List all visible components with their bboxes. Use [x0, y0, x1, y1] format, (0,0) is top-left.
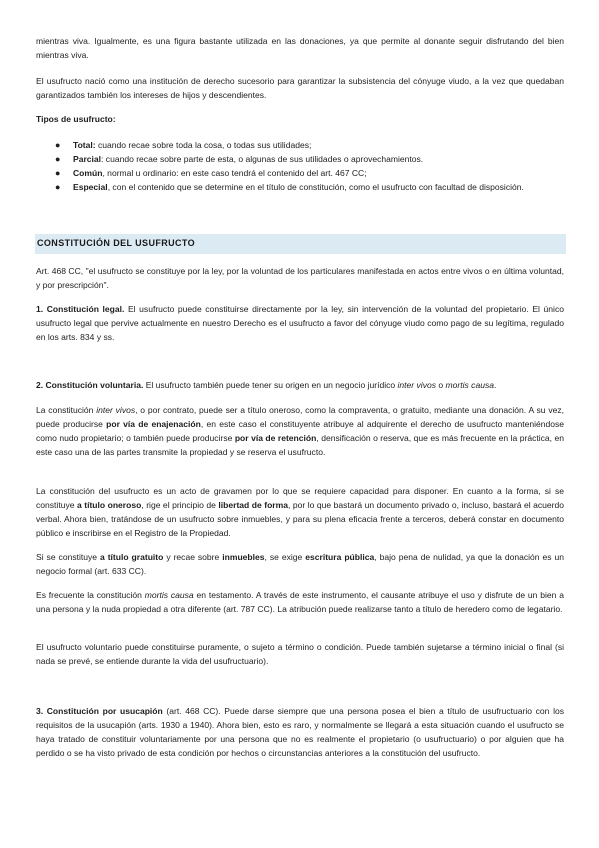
italic-run: mortis causa: [445, 380, 494, 390]
bold-run: a título oneroso: [76, 500, 142, 511]
bold-run: inmuebles: [222, 552, 265, 562]
bold-run: a título gratuito: [100, 552, 164, 562]
italic-run: mortis causa: [144, 590, 194, 600]
paragraph-text: mientras viva. Igualmente, es una figura bastante utilizada en las donaciones, ya que permite al donante seguir disfrutando del bien mientras viva.: [36, 36, 564, 61]
text-run: La constitución: [36, 405, 97, 415]
list-text: , con el contenido que se determine en el título de constitución, como el usufructo con facultad de disposición.: [107, 182, 524, 193]
gravamen-paragraph: [36, 484, 564, 540]
gratuito-paragraph: [36, 550, 564, 578]
text-run: , o por contrato, puede ser a título oneroso, como la compraventa, o gratuito, mediante una donación. A su vez, puede producirse: [36, 405, 564, 430]
section-title: CONSTITUCIÓN DEL USUFRUCTO: [37, 238, 196, 248]
paragraph-text: El usufructo nació como una institución de derecho sucesorio para garantizar la subsistencia del cónyuge viudo, a la vez que quedaban garantizados también los intereses de hijos y descendientes.: [36, 76, 564, 101]
bold-run: por vía de retención: [234, 433, 317, 444]
bullet-icon: ●: [55, 168, 61, 179]
text-run: en testamento. A través de este instrumento, el causante atribuye el uso y disfrute de un bien a una persona y la nuda propiedad a otra diferente (art. 787 CC). La atribución puede realizarse tanto a título de heredero como de legatario.: [36, 590, 564, 615]
text-run: , en este caso el constituyente atribuye al adquirente el derecho de usufructo manteniéndose como nudo propietario; o también puede producirse: [36, 419, 565, 444]
text-run: , densificación o reserva, que es más frecuente en la práctica, en este caso una de las partes transmite la propiedad y se reserva el usufructo.: [36, 433, 564, 458]
text-run: o: [436, 380, 446, 390]
bullet-icon: ●: [55, 182, 61, 193]
list-term: Especial: [73, 182, 108, 193]
tipos-list: [36, 138, 564, 194]
list-item: [36, 138, 564, 152]
text-run: y recae sobre: [163, 552, 223, 562]
list-text: : cuando recae sobre parte de esta, o algunas de sus utilidades o aprovechamientos.: [101, 154, 424, 165]
italic-run: inter vivos: [397, 380, 437, 390]
text-run: , por lo que bastará un documento privado o, incluso, bastará el acuerdo verbal. Ahora bien, tratándose de un usufructo sobre inmuebles, y para su plena eficacia frente a terceros, deberá constar en documento público e inscribirse en el Registro de la Propiedad.: [36, 500, 565, 539]
bold-run: libertad de forma: [218, 500, 288, 511]
text-run: , se exige: [264, 552, 306, 562]
italic-run: inter vivos: [96, 405, 136, 415]
mortis-causa-paragraph: [36, 588, 564, 616]
bold-run: por vía de enajenación: [106, 419, 201, 430]
list-term: Parcial: [73, 154, 102, 165]
text-run: Es frecuente la constitución: [36, 590, 145, 600]
text-run: El usufructo también puede tener su origen en un negocio jurídico: [143, 380, 398, 390]
subheading: Tipos de usufructo:: [36, 114, 116, 124]
text-run: Si se constituye: [36, 552, 100, 562]
list-term: Común: [73, 168, 103, 179]
usucapion-paragraph: [36, 704, 564, 760]
paragraph-label: 2. Constitución voluntaria.: [36, 380, 144, 390]
section-heading: [35, 234, 566, 254]
list-item: [36, 166, 564, 180]
text-run: La constitución del usufructo es un acto de gravamen por lo que se requiere capacidad para disponer. En cuanto a la forma, si se constituye: [36, 486, 564, 511]
bullet-icon: ●: [55, 154, 61, 165]
list-term: Total:: [73, 140, 96, 150]
condicion-paragraph: [36, 640, 564, 668]
paragraph-label: 3. Constitución por usucapión: [36, 706, 163, 716]
paragraph-text: Art. 468 CC, "el usufructo se constituye por la ley, por la voluntad de los particulares manifestada en actos entre vivos o en última voluntad, y por prescripción".: [36, 266, 564, 291]
list-item: [36, 152, 564, 166]
text-run: , rige el principio de: [141, 500, 219, 511]
text-run: , bajo pena de nulidad, ya que la donación es un negocio formal (art. 633 CC).: [36, 552, 565, 577]
intro-paragraph-1: [36, 34, 564, 62]
paragraph-label: 1. Constitución legal.: [36, 304, 125, 314]
bullet-icon: ●: [55, 140, 61, 150]
paragraph-text: (art. 468 CC). Puede darse siempre que una persona posea el bien a título de usufructuario con los requisitos de la usucapión (arts. 1930 a 1940). Ahora bien, esto es raro, y normalmente se llegará a esta situación cuando el usufructo se haya tratado de constituir voluntariamente por una persona que no es realmente el propietario (o usufructuario) o por alguien que ha perdido o se ha visto privado de esta condición por hechos o circunstancias anteriores a la constitución del usufructo.: [36, 706, 564, 759]
list-text: , normal u ordinario: en este caso tendrá el contenido del art. 467 CC;: [102, 168, 367, 179]
tipos-heading: [36, 112, 564, 126]
inter-vivos-paragraph: [36, 403, 564, 459]
legal-paragraph: [36, 302, 564, 344]
text-run: .: [493, 380, 497, 390]
list-item: [36, 180, 564, 194]
list-text: cuando recae sobre toda la cosa, o todas sus utilidades;: [95, 140, 312, 150]
intro-paragraph-2: [36, 74, 564, 102]
paragraph-text: El usufructo voluntario puede constituirse puramente, o sujeto a término o condición. Puede también sujetarse a término inicial o final (si nada se prevé, se entiende durante la vida del usufructuario).: [36, 642, 564, 667]
paragraph-text: El usufructo puede constituirse directamente por la ley, sin intervención de la voluntad del propietario. El único usufructo legal que pervive actualmente en nuestro Derecho es el usufructo a favor del cónyuge viudo como pago de su legítima, regulado en los arts. 834 y ss.: [36, 304, 564, 343]
bold-run: escritura pública: [305, 552, 375, 562]
art-468-paragraph: [36, 264, 564, 292]
voluntaria-paragraph: [36, 378, 564, 392]
